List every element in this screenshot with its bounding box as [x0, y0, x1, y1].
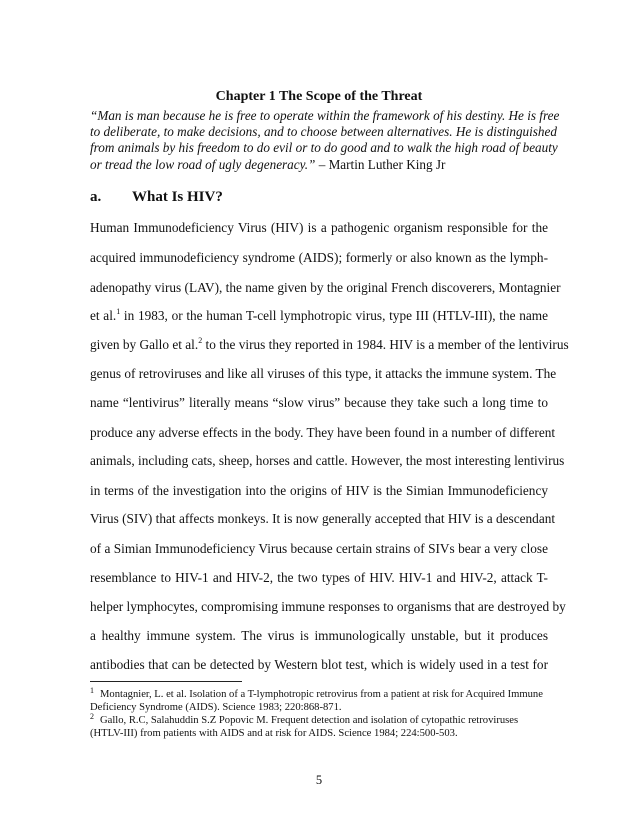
- body-line: adenopathy virus (LAV), the name given by the original French discoverers, Montagnier: [90, 280, 561, 295]
- footnote-text: Gallo, R.C, Salahuddin S.Z Popovic M. Frequent detection and isolation of cytopathic retroviruses (HTLV-III) from patients with AIDS and at risk for AIDS. Science 1984; 224:500-503.: [90, 715, 519, 739]
- section-title: What Is HIV?: [132, 189, 223, 205]
- body-line: [90, 336, 569, 353]
- section-letter: a.: [90, 189, 102, 205]
- chapter-title: Chapter 1 The Scope of the Threat: [215, 89, 423, 104]
- footnote-1: [90, 688, 552, 714]
- body-line: in terms of the investigation into the origins of HIV is the Simian Immunodeficiency: [90, 483, 548, 498]
- body-line: helper lymphocytes, compromising immune responses to organisms that are destroyed by: [90, 599, 566, 614]
- body-line: a healthy immune system. The virus is immunologically unstable, but it produces: [90, 628, 548, 643]
- footnote-text: Montagnier, L. et al. Isolation of a T-lymphotropic retrovirus from a patient at risk for Acquired Immune Deficiency Syndrome (AIDS). Science 1983; 220:868-871.: [90, 689, 543, 713]
- body-line: resemblance to HIV-1 and HIV-2, the two types of HIV. HIV-1 and HIV-2, attack T-: [90, 570, 548, 585]
- body-line-segment: to the virus they reported in 1984. HIV is a member of the lentivirus: [202, 337, 569, 352]
- epigraph-quote: “Man is man because he is free to operate within the framework of his destiny. He is free to deliberate, to make decisions, and to choose between alternatives. He is distinguished from animals by his freedom to do evil or to do good and to walk the high road of beauty or tread the low road of ugly degeneracy.”: [90, 108, 560, 172]
- body-line: produce any adverse effects in the body. They have been found in a number of different: [90, 425, 556, 440]
- body-line: [90, 308, 548, 324]
- body-line: of a Simian Immunodeficiency Virus because certain strains of SIVs bear a very close: [90, 541, 548, 556]
- epigraph-attribution: – Martin Luther King Jr: [315, 156, 446, 172]
- footnote-ref-1[interactable]: 1: [116, 307, 121, 316]
- footnote-divider: [90, 681, 242, 682]
- epigraph: [90, 108, 560, 173]
- footnote-ref-2[interactable]: 2: [198, 336, 203, 345]
- footnote-marker: 1: [90, 686, 94, 695]
- page-number: 5: [315, 773, 323, 787]
- body-line: acquired immunodeficiency syndrome (AIDS); formerly or also known as the lymph-: [90, 250, 548, 265]
- body-line: animals, including cats, sheep, horses and cattle. However, the most interesting lentivirus: [90, 453, 565, 468]
- body-line: Human Immunodeficiency Virus (HIV) is a pathogenic organism responsible for the: [90, 220, 548, 235]
- body-line: name “lentivirus” literally means “slow virus” because they take such a long time to: [90, 395, 548, 410]
- body-line-segment: et al.: [90, 308, 117, 323]
- body-line: antibodies that can be detected by Western blot test, which is widely used in a test for: [90, 657, 548, 672]
- body-line-segment: given by Gallo et al.: [90, 337, 199, 352]
- body-line: Virus (SIV) that affects monkeys. It is now generally accepted that HIV is a descendant: [90, 511, 556, 526]
- footnote-marker: 2: [90, 712, 94, 721]
- section-heading: [90, 188, 223, 206]
- body-line-segment: in 1983, or the human T-cell lymphotropic virus, type III (HTLV-III), the name: [120, 308, 548, 323]
- body-line: genus of retroviruses and like all viruses of this type, it attacks the immune system. The: [90, 366, 557, 381]
- footnote-2: [90, 714, 552, 740]
